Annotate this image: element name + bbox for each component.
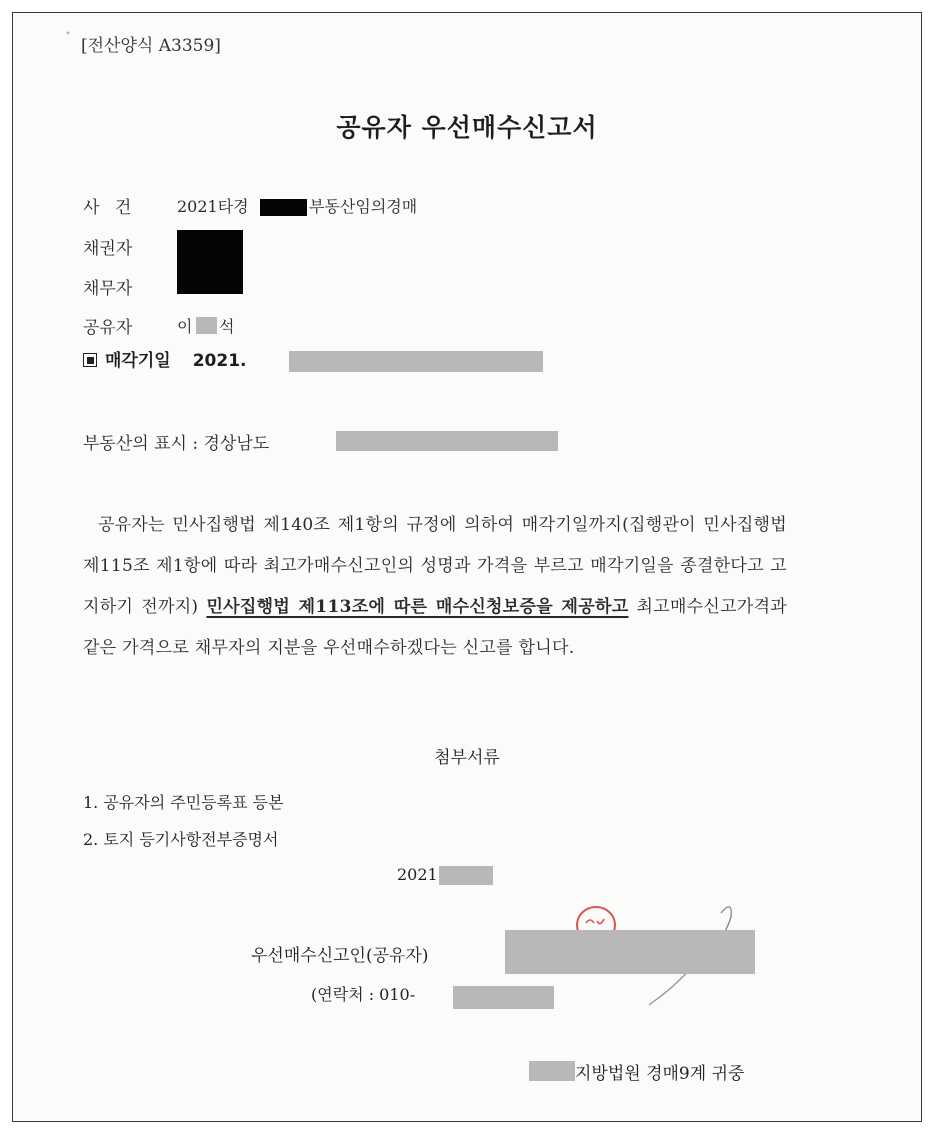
co-owner-name-redaction [196,317,217,334]
court-addressee: 지방법원 경매9계 귀중 [575,1064,745,1084]
sale-date-line [83,346,246,371]
sale-date-redaction [289,351,543,372]
scan-speck: • [65,29,71,40]
attachments-title: 첨부서류 [434,748,500,768]
declaration-paragraph [83,505,787,669]
party-names-redaction [177,230,243,294]
creditor-label: 채권자 [83,239,133,259]
case-label: 사 건 [83,198,132,218]
property-label: 부동산의 표시 : 경상남도 [83,434,270,454]
contact-label: (연락처 : 010- [311,985,416,1004]
case-number-prefix: 2021타경 [177,197,249,216]
signer-redaction [505,930,755,974]
sale-date-label: 매각기일 [105,351,171,371]
case-type: 부동산임의경매 [309,197,418,216]
signer-label: 우선매수신고인(공유자) [251,946,429,966]
sale-date-value: 2021. [192,351,247,371]
attachment-item: 2. 토지 등기사항전부증명서 [83,830,279,849]
court-name-redaction [529,1061,575,1081]
declaration-text-2: 최고매수신고가격과 같은 가격으로 채무자의 지분을 우선매수하겠다는 신고를 합니다. [83,597,788,658]
declaration-text-1: 공유자는 민사집행법 제140조 제1항의 규정에 의하여 매각기일까지(집행관이 민사집행법 제115조 제1항에 따라 최고가매수신고인의 성명과 가격을 부르고 매각기일을 종결한다고 고지하기 전까지) [83,515,787,617]
co-owner-label: 공유자 [83,318,133,338]
co-owner-name-first: 이 [177,317,193,336]
form-code: [전산양식 A3359] [81,36,221,56]
contact-redaction [453,986,554,1009]
document-page [12,12,922,1122]
document-date: 2021 [397,865,438,884]
debtor-label: 채무자 [83,279,133,299]
date-redaction [439,866,493,885]
attachment-item: 1. 공유자의 주민등록표 등본 [83,793,284,812]
property-address-redaction [336,431,558,451]
document-title: 공유자 우선매수신고서 [336,113,598,142]
co-owner-name-last: 석 [219,317,235,336]
checkbox-icon [83,353,97,367]
case-number-redaction [260,199,307,216]
declaration-emphasis: 민사집행법 제113조에 따른 매수신청보증을 제공하고 [206,597,629,617]
